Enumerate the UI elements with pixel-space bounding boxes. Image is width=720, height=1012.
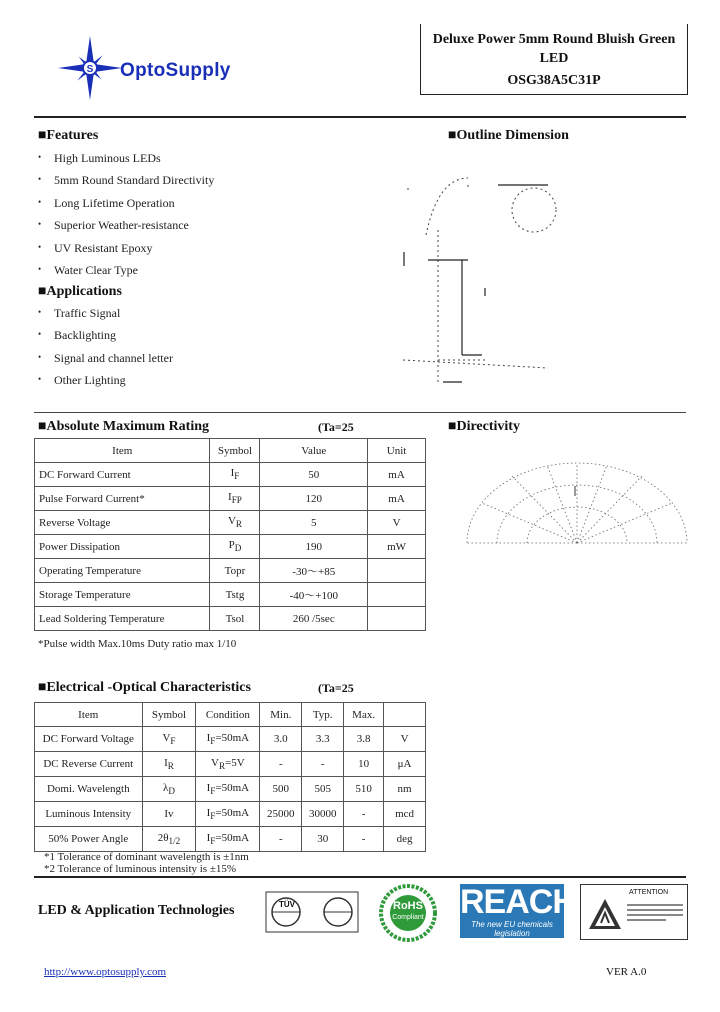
tuv-label: TÜV [279, 900, 295, 909]
amr-heading: ■Absolute Maximum Rating [38, 419, 210, 434]
eoc-table [34, 702, 426, 852]
eoc-note-2: *2 Tolerance of luminous intensity is ±15% [44, 863, 237, 875]
reach-label: REACH [460, 883, 576, 921]
outline-drawing [398, 160, 578, 395]
features-list [38, 151, 214, 285]
applications-heading: ■Applications [38, 284, 122, 299]
table-row: 50% Power Angle $2\theta_{1/2}$ $I_F=50mA$ - 30 - deg [35, 827, 426, 852]
list-item: • UV Resistant Epoxy [38, 240, 153, 255]
title-line2: LED [539, 51, 569, 66]
features-heading: ■Features [38, 128, 99, 143]
website-link[interactable]: http://www.optosupply.com [44, 966, 167, 978]
attention-label: ATTENTION [629, 889, 669, 896]
list-item: • Traffic Signal [38, 306, 121, 320]
rohs-label: RoHS [393, 900, 423, 912]
applications-list [38, 306, 173, 395]
title-line1: Deluxe Power 5mm Round Bluish Green [432, 32, 676, 47]
list-item: • Superior Weather-resistance [38, 218, 189, 233]
table-row: DC Forward Current $I_F$ 50 mA [35, 463, 426, 487]
table-row: Power Dissipation $P_D$ 190 mW [35, 535, 426, 559]
table-row: Lead Soldering Temperature Tsol 260 /5sec [35, 607, 426, 631]
esd-warning-icon [587, 897, 623, 931]
table-row: Reverse Voltage $V_R$ 5 V [35, 511, 426, 535]
title-box [420, 24, 688, 95]
table-row: Luminous Intensity Iv $I_F=50mA$ 25000 30000 - mcd [35, 802, 426, 827]
svg-text:S: S [86, 64, 94, 75]
top-divider [34, 116, 686, 118]
table-header-row [35, 439, 426, 463]
col-unit: Unit [368, 439, 426, 463]
list-item: • 5mm Round Standard Directivity [38, 173, 215, 188]
list-item: • High Luminous LEDs [38, 151, 161, 165]
attention-fineprint [627, 901, 683, 924]
col-item: Item [35, 439, 210, 463]
col-symbol: Symbol [210, 439, 260, 463]
amr-condition: (Ta=25 [318, 420, 354, 434]
reach-badge [460, 883, 576, 938]
company-name: LED & Application Technologies [38, 903, 235, 918]
rohs-badge [376, 884, 440, 942]
table-header-row: Item Symbol Condition Min. Typ. Max. [35, 703, 426, 727]
outline-heading: ■Outline Dimension [448, 128, 569, 143]
directivity-heading: ■Directivity [448, 419, 520, 434]
list-item: • Water Clear Type [38, 262, 138, 277]
list-item: • Long Lifetime Operation [38, 195, 175, 210]
table-row: Domi. Wavelength $\lambda_D$ $I_F=50mA$ 500 505 510 nm [35, 777, 426, 802]
eoc-heading: ■Electrical -Optical Characteristics [38, 680, 251, 695]
tuv-badge [264, 888, 360, 936]
rohs-sub: Compliant [392, 914, 424, 921]
esd-attention-badge [580, 884, 688, 940]
table-row: Operating Temperature Topr -30～+85 [35, 559, 426, 583]
version-label: VER A.0 [606, 966, 647, 978]
list-item: • Signal and channel letter [38, 350, 173, 365]
list-item: • Backlighting [38, 328, 116, 343]
section-divider [34, 412, 686, 413]
part-number: OSG38A5C31P [507, 73, 601, 88]
footer-divider [34, 876, 686, 878]
eoc-condition: (Ta=25 [318, 681, 354, 695]
table-row: DC Reverse Current $I_R$ $V_R=5V$ - - 10 μA [35, 752, 426, 777]
col-value: Value [260, 439, 368, 463]
amr-note: *Pulse width Max.10ms Duty ratio max 1/10 [38, 638, 237, 650]
directivity-chart [462, 458, 692, 553]
table-row: DC Forward Voltage $V_F$ $I_F=50mA$ 3.0 3.3 3.8 V [35, 727, 426, 752]
reach-sub: The new EU chemicals legislation [471, 920, 553, 938]
brand-name: OptoSupply [120, 60, 231, 81]
logo-star-icon [58, 36, 128, 106]
table-row: Pulse Forward Current* $I_{FP}$ 120 mA [35, 487, 426, 511]
list-item: • Other Lighting [38, 372, 126, 387]
amr-table [34, 438, 426, 631]
table-row: Storage Temperature Tstg -40～+100 [35, 583, 426, 607]
eoc-note-1: *1 Tolerance of dominant wavelength is ±1nm [44, 851, 249, 863]
